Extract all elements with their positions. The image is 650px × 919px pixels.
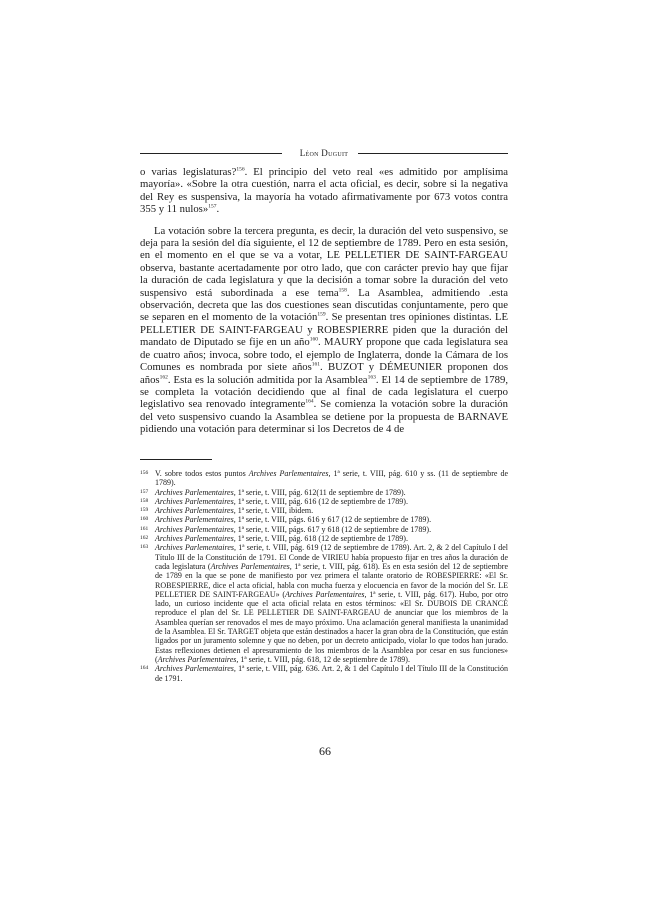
footnote-number: 157 — [140, 488, 149, 495]
footnotes — [140, 469, 508, 683]
footnote-ref[interactable]: 157 — [208, 203, 217, 210]
footnote: 159 Archives Parlementaires, 1ª serie, t. VIII, ibidem. — [140, 506, 314, 516]
footnote-ref[interactable]: 164 — [305, 398, 314, 405]
page-number: 66 — [319, 744, 331, 758]
footnote: 157 Archives Parlementaires, 1ª serie, t. VIII, pág. 612(11 de septiembre de 1789). — [140, 487, 406, 497]
footnote: 158 Archives Parlementaires, 1ª serie, t. VIII, pág. 616 (12 de septiembre de 1789). — [140, 496, 408, 506]
footnote-number: 158 — [140, 497, 149, 504]
footnote-ref[interactable]: 158 — [338, 287, 347, 294]
body-text — [140, 166, 508, 436]
footnote-ref[interactable]: 162 — [159, 373, 168, 380]
footnote-number: 160 — [140, 516, 149, 523]
paragraph-2: La votación sobre la tercera pregunta, es decir, la duración del veto suspensivo, se deja para la sesión del día siguiente, el 12 de septiembre de 1789. Pero en esta sesión, en el momento en el que se va a votar, LE PELLETIER DE SAINT-FARGEAU observa, bastante acertadamente por otro lado, que con carácter previo hay que fijar la duración de cada legislatura y que la decisión a tomar sobre la duración del veto suspensivo está subordinada a ese tema$^{158}$. La Asamblea, admitiendo .esta observación, decreta que las dos cuestiones sean discutidas conjuntamente, pero que se separen en el momento de la votación$^{159}$. Se presentan tres opiniones distintas. LE PELLETIER DE SAINT-FARGEAU y ROBESPIERRE piden que la duración del mandato de Diputado se fije en un año$^{160}$. MAURY propone que cada legislatura sea de cuatro años; invoca, sobre todo, el ejemplo de Inglaterra, donde la Cámara de los Comunes es nombrada por siete años$^{161}$. BUZOT y DÉMEUNIER proponen dos años$^{162}$. Esta es la solución admitida por la Asamblea$^{163}$. El 14 de septiembre de 1789, se completa la votación decidiendo que al final de cada legislatura el cuerpo legislativo sea renovado íntegramente$^{164}$. Se comienza la votación sobre la duración del veto suspensivo cuando la Asamblea se detiene por la propuesta de BARNAVE pidiendo una votación para determinar si los Decretos de 4 de — [140, 224, 509, 436]
footnote-ref[interactable]: 160 — [309, 336, 318, 343]
footnote: 156 V. sobre todos estos puntos Archives Parlementaires, 1ª serie, t. VIII, pág. 610 y ss. (11 de septiembre de 1789). — [140, 469, 509, 488]
footnote: 162 Archives Parlementaires, 1ª serie, t. VIII, pág. 618 (12 de septiembre de 1789). — [140, 534, 408, 544]
header-rule-right — [358, 153, 508, 154]
footnote-ref[interactable]: 159 — [317, 311, 326, 318]
footnote-number: 164 — [140, 665, 149, 672]
footnote-number: 159 — [140, 507, 149, 514]
footnote-number: 156 — [140, 470, 149, 476]
footnote: 164 Archives Parlementaires, 1ª serie, t. VIII, pág. 636. Art. 2, & 1 del Capítulo I del Título III de la Constitución de 1791. — [140, 664, 508, 683]
footnote-ref[interactable]: 161 — [311, 361, 321, 368]
running-head: Léon Duguit — [299, 148, 349, 158]
footnote-ref[interactable]: 156 — [236, 166, 245, 173]
footnote: 160 Archives Parlementaires, 1ª serie, t. VIII, págs. 616 y 617 (12 de septiembre de 1789). — [140, 515, 432, 525]
footnote-number: 162 — [140, 535, 149, 542]
footnote-number: 163 — [140, 544, 149, 551]
footnote: 161 Archives Parlementaires, 1ª serie, t. VIII, págs. 617 y 618 (12 de septiembre de 1789). — [140, 524, 432, 534]
footnote: 163 Archives Parlementaires, 1ª serie, t. VIII, pág. 619 (12 de septiembre de 1789). Art. 2, & 2 del Capítulo I del Título III de la Constitución de 1791. El Conde de VIRIEU había propuesto fijar en tres años la duración de cada legislatura (Archives Parlementaires, 1ª serie, t. VIII, pág. 618). Es en esta sesión del 12 de septiembre de 1789 en la que se pone de manifiesto por vez primera el talante oratorio de ROBESPIERRE: «El Sr. ROBESPIERRE, dice el acta oficial, habla con mucha fuerza y elocuencia en favor de la moción del Sr. LE PELLETIER DE SAINT-FARGEAU» (Archives Parlementaires, 1ª serie, t. VIII, pág. 617). Hubo, por otro lado, un curioso incidente que el acta oficial relata en estos términos: «El Sr. DUBOIS DE CRANCÉ reproduce el plan del Sr. LE PELLETIER DE SAINT-FARGEAU de anunciar que los miembros de la Asamblea querían ser renovados el mes de mayo próximo. Una aclamación general manifiesta la unanimidad de la Asamblea. El Sr. TARGET objeta que están destinados a hacer la gran obra de la Constitución, que están ligados por un juramento solemne y que no deben, por un decreto anticipado, violar lo que todos han jurado. Estas reflexiones detienen el apresuramiento de los miembros de la Asamblea por cesar en sus funciones» (Archives Parlementaires, 1ª serie, t. VIII, pág. 618, 12 de septiembre de 1789). — [140, 543, 509, 664]
running-header — [140, 147, 508, 159]
footnote-number: 161 — [140, 525, 149, 532]
footnote-separator — [140, 459, 212, 460]
footnote-ref[interactable]: 163 — [367, 373, 376, 380]
paragraph-1: o varias legislaturas?$^{156}$. El principio del veto real «es admitido por amplísima mayoría». «Sobre la otra cuestión, narra el acta oficial, es decir, sobre si la negativa del Rey es suspensiva, la mayoría ha votado afirmativamente por 673 votos contra 355 y 11 nulos»$^{157}$. — [140, 166, 508, 216]
